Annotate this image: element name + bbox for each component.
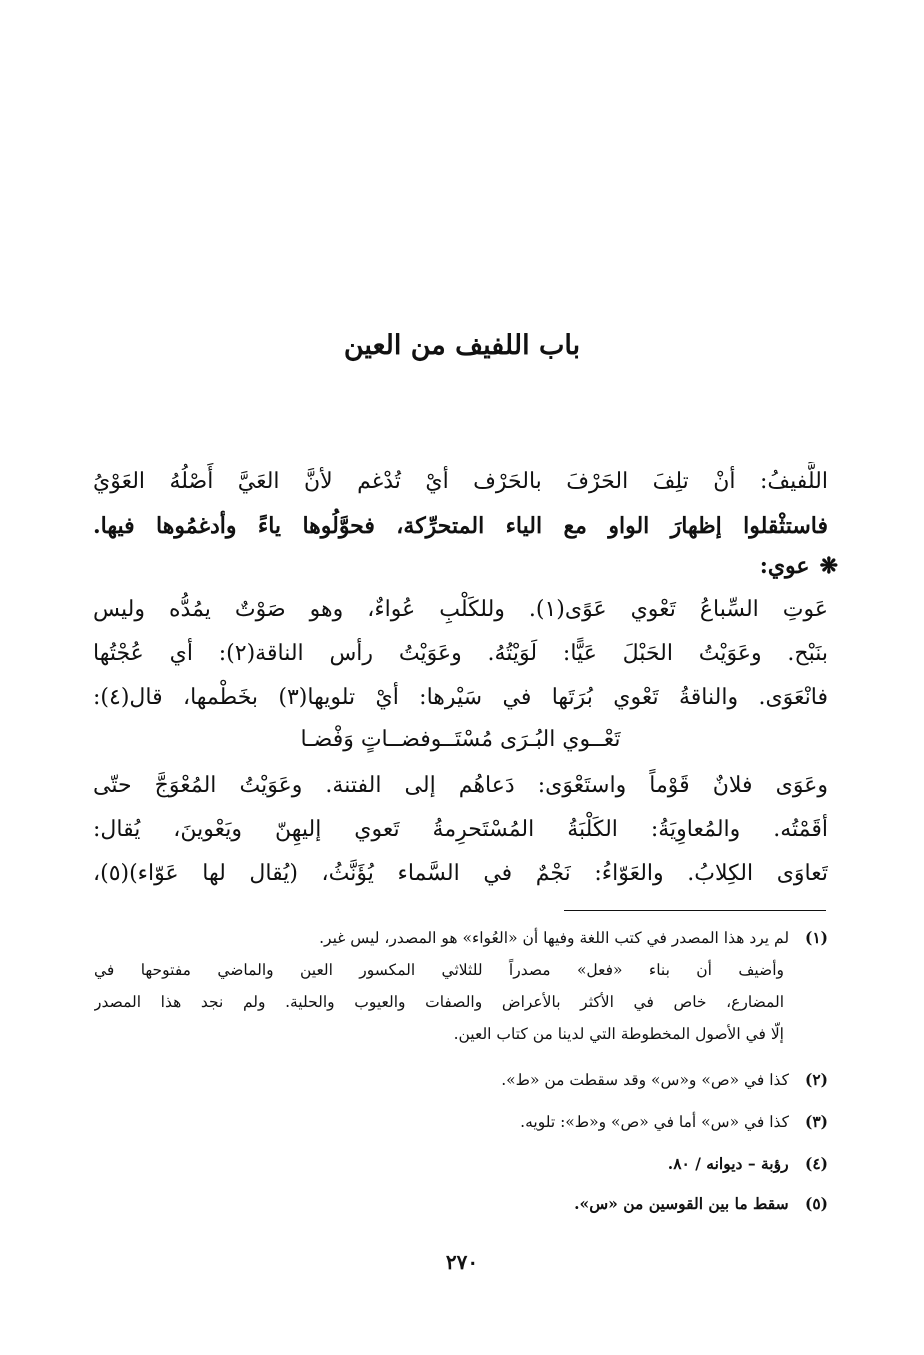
entry-line-1: عَوتِ السِّباعُ تَعْوي عَوًى(١). وللكَلْبِ عُواءٌ، وهو صَوْتٌ يمُدُّه وليس: [93, 597, 828, 622]
entry-line-3: فانْعَوَى. والناقةُ تَعْوي بُرَتَها في سَيْرها: أيْ تلويها(٣) بخَطْمها، قال(٤):: [93, 685, 828, 710]
footnote-text: لم يرد هذا المصدر في كتب اللغة وفيها أن «العُواء» هو المصدر، ليس غير.: [319, 929, 790, 947]
entry-heading: [93, 546, 838, 586]
footnote-1-line-2: وأضيف أن بناء «فعل» مصدراً للثلاثي المكسور العين والماضي مفتوحها في: [94, 961, 784, 979]
footnote-number: (٥): [804, 1194, 828, 1213]
footnote-text: رؤبة – ديوانه / ٨٠.: [667, 1154, 789, 1173]
footnote-number: (١): [804, 928, 828, 947]
page-title: باب اللفيف من العين: [343, 330, 581, 361]
entry-line-4: وعَوَى فلانٌ قَوْماً واستَعْوَى: دَعاهُم إلى الفتنة. وعَوَيْتُ المُعْوَجَّ حتّى: [93, 773, 828, 798]
verse-line: تَعْــوي البُـرَى مُسْتَــوفضــاتٍ وَفْضـا: [300, 727, 621, 752]
footnote-1-line-4: إلّا في الأصول المخطوطة التي لدينا من كتاب العين.: [453, 1025, 784, 1043]
entry-line-2: بنَبْح. وعَوَيْتُ الحَبْلَ عَيًّا: لَوَيْتُهُ. وعَوَيْتُ رأس الناقة(٢): أي عُجْتُها: [93, 641, 828, 666]
footnote-1-line-3: المضارع، خاص في الأكثر بالأعراض والصفات والعيوب والحلية. ولم نجد هذا المصدر: [94, 993, 784, 1011]
footnote-1: [93, 924, 828, 952]
intro-line-1: اللَّفيفُ: أنْ تلِفَ الحَرْفَ بالحَرْف أيْ تُدْغم لأنَّ العَيَّ أَصْلُهُ العَوْيُ: [93, 469, 828, 494]
footnote-number: (٢): [804, 1070, 828, 1089]
footnote-2: [93, 1066, 828, 1094]
footnote-number: (٣): [804, 1112, 828, 1131]
page-number: ٢٧٠: [445, 1250, 479, 1274]
entry-line-6: تَعاوَى الكِلابُ. والعَوّاءُ: نَجْمٌ في السَّماء يُؤَنَّثُ، (يُقال لها عَوّاء)(٥)،: [93, 861, 828, 886]
footnote-text: كذا في «س» أما في «ص» و«ط»: تلويه.: [520, 1113, 790, 1131]
footnote-text: كذا في «ص» و«س» وقد سقطت من «ط».: [501, 1071, 790, 1089]
footnote-5: [93, 1190, 828, 1218]
footnote-3: [93, 1108, 828, 1136]
footnote-4: [93, 1150, 828, 1178]
footnote-number: (٤): [804, 1154, 828, 1173]
entry-head-word: عوي:: [759, 553, 810, 579]
asterism-icon: ❋: [819, 553, 838, 579]
footnote-separator: [564, 910, 826, 911]
entry-line-5: أقَمْتُه. والمُعاوِيَةُ: الكَلْبَةُ المُسْتَحرِمةُ تَعوي إليهِنّ ويَعْوينَ، يُقال:: [93, 817, 828, 842]
footnote-text: سقط ما بين القوسين من «س».: [574, 1194, 789, 1213]
intro-line-2: فاستثْقلوا إظهارَ الواو مع الياء المتحرِّكة، فحوَّلُوها ياءً وأدغمُوها فيها.: [93, 513, 828, 539]
